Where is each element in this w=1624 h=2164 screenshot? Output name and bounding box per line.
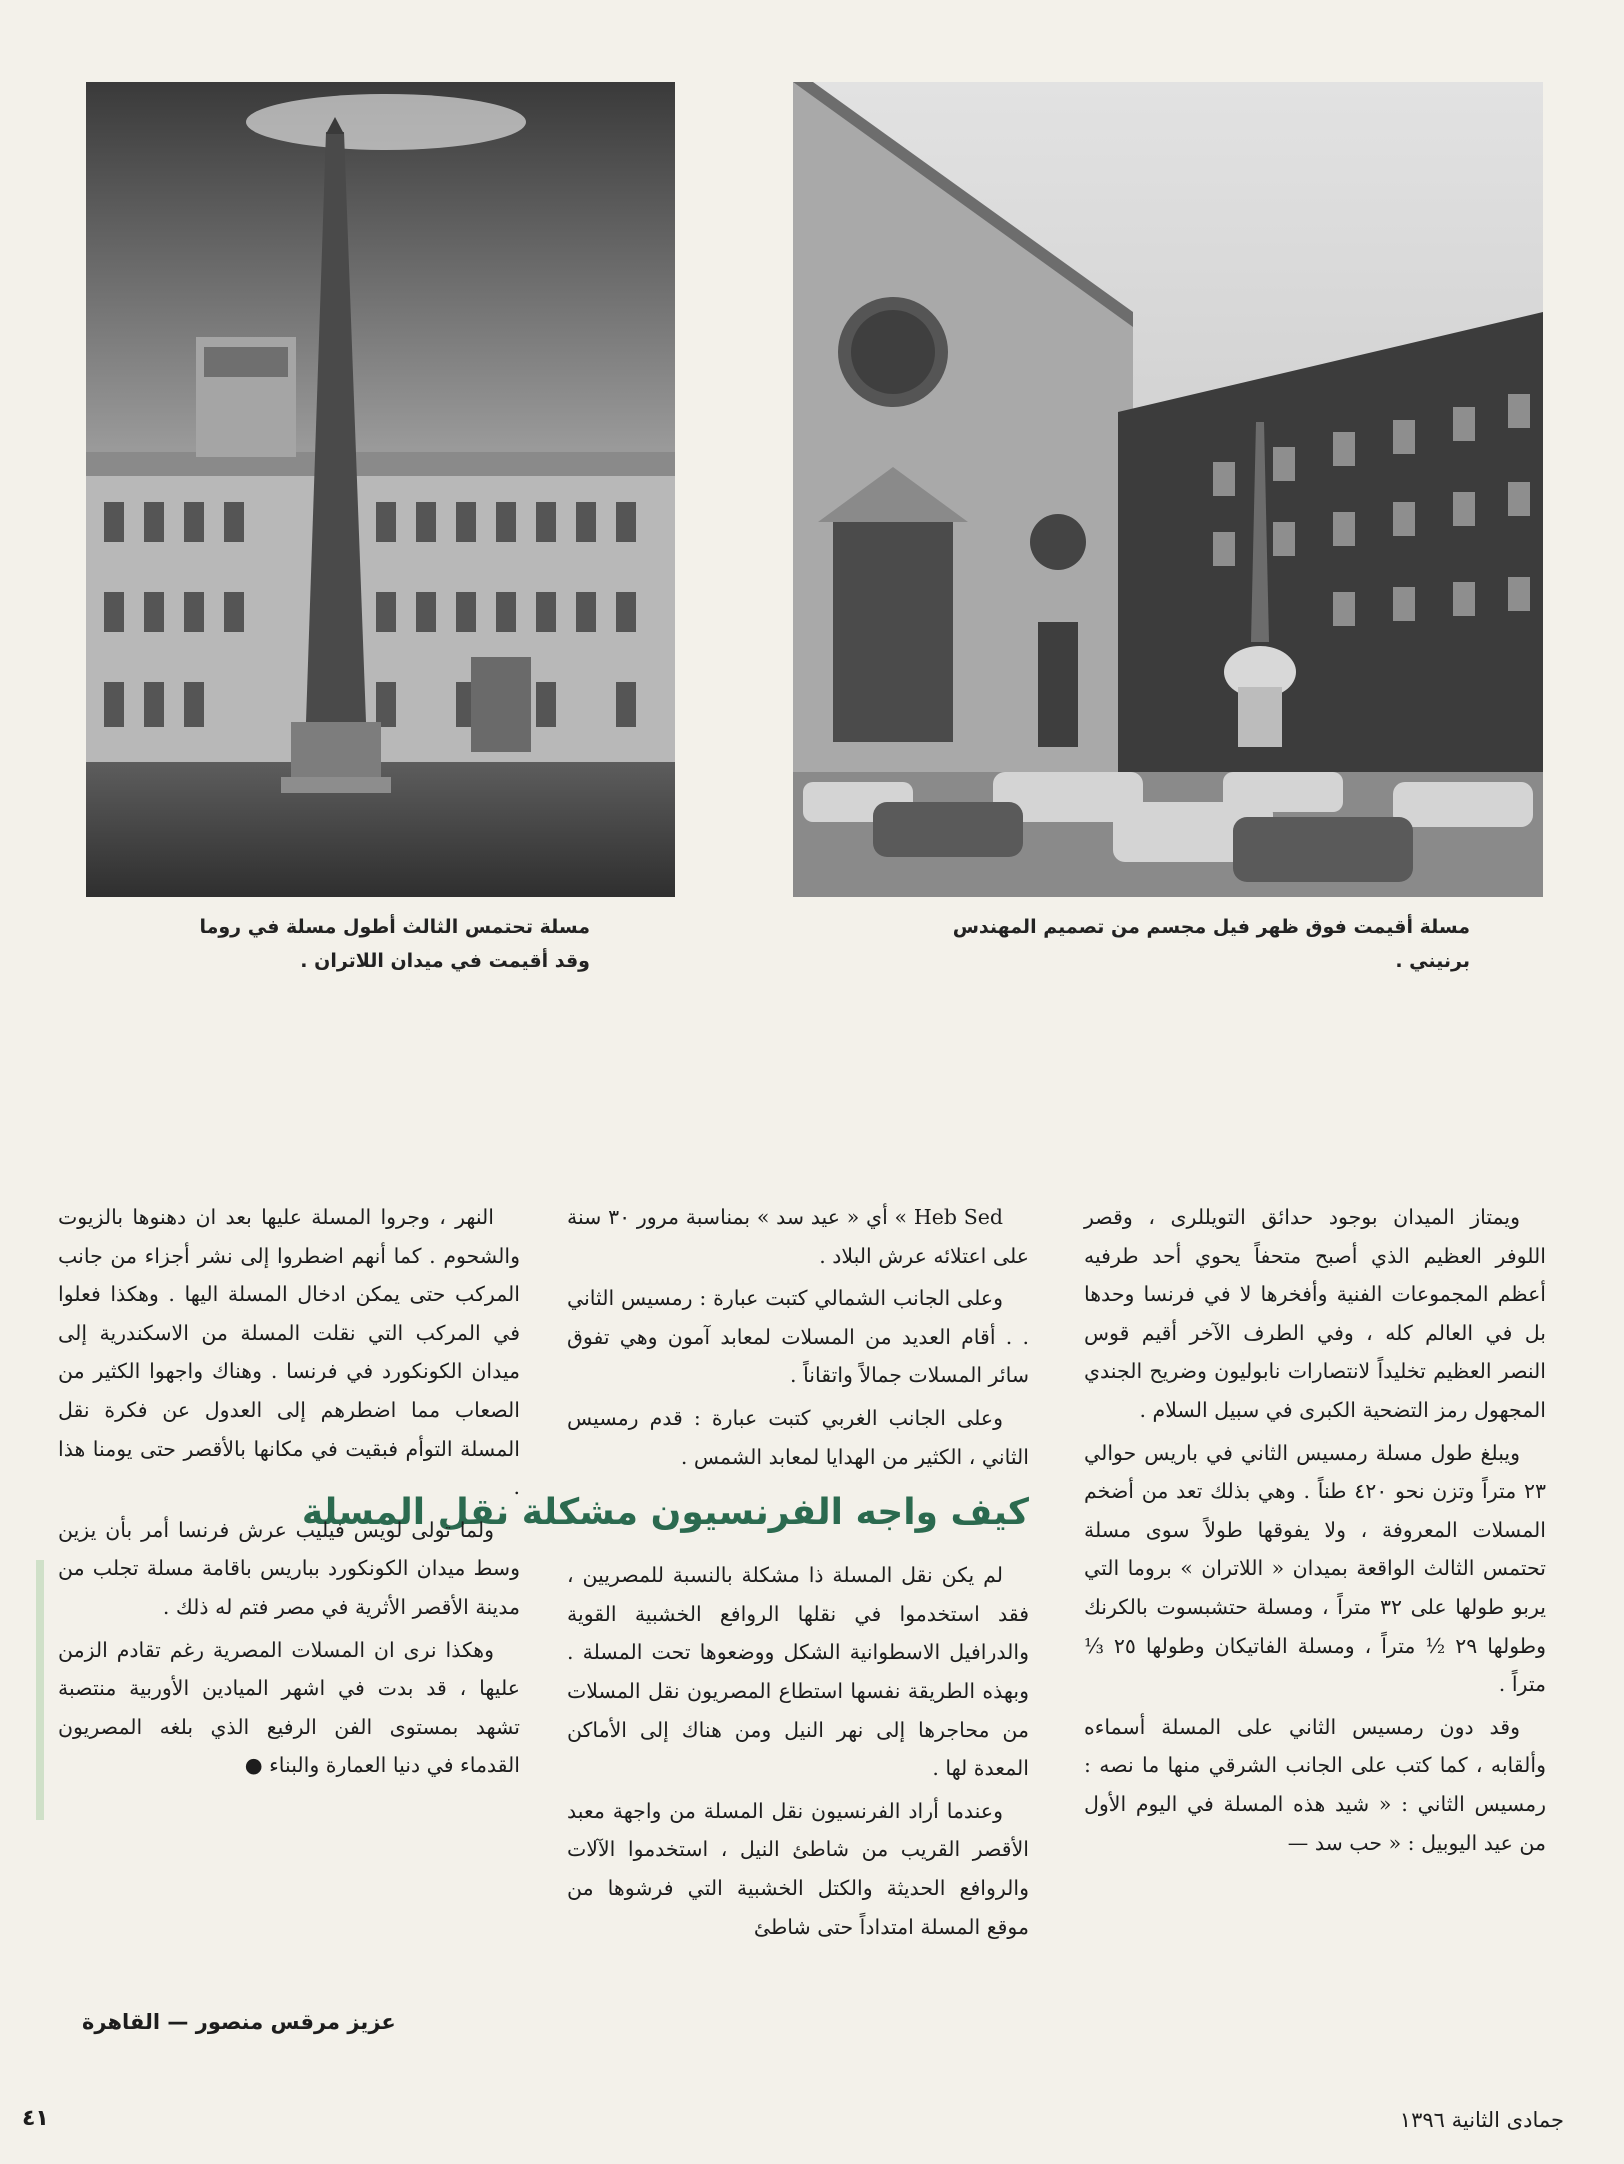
- page-number: ٤١: [22, 2106, 49, 2131]
- paragraph: ويمتاز الميدان بوجود حدائق التويللرى ، وقصر اللوفر العظيم الذي أصبح متحفاً يحوي أحد طرفيه أعظم المجموعات الفنية وأفخرها لا في فرنسا وحدها بل في العالم كله ، وفي الطرف الآخر أقيم قوس النصر العظيم تخليداً لانتصارات نابوليون وضريح الجندي المجهول رمز التضحية الكبرى في سبيل السلام .: [1084, 1205, 1546, 1422]
- margin-mark: [36, 1560, 44, 1820]
- author-byline: عزيز مرقس منصور — القاهرة: [82, 2010, 396, 2034]
- paragraph: وقد دون رمسيس الثاني على المسلة أسماءه وألقابه ، كما كتب على الجانب الشرقي منها ما نصه : رمسيس الثاني : « شيد هذه المسلة في اليوم الأول من عيد اليوبيل : « حب سد —: [1084, 1714, 1546, 1855]
- section-heading: كيف واجه الفرنسيون مشكلة نقل المسلة: [301, 1492, 1029, 1534]
- paragraph: لم يكن نقل المسلة ذا مشكلة بالنسبة للمصريين ، فقد استخدموا في نقلها الروافع الخشبية القوية والدرافيل الاسطوانية الشكل ووضعوها تحت المسلة . وبهذه الطريقة نفسها استطاع المصريون نقل المسلات من محاجرها إلى نهر النيل ومن هناك إلى الأماكن المعدة لها .: [567, 1563, 1029, 1781]
- paragraph: النهر ، وجروا المسلة عليها بعد ان دهنوها بالزيوت والشحوم . كما أنهم اضطروا إلى نشر أجزاء من جانب المركب حتى يمكن ادخال المسلة اليها . وهكذا فعلوا في المركب التي نقلت المسلة من الاسكندرية إلى ميدان الكونكورد في فرنسا . وهناك واجهوا الكثير من الصعاب مما اضطرهم إلى العدول عن فكرة نقل المسلة التوأم فبقيت في مكانها بالأقصر حتى يومنا هذا .: [58, 1205, 520, 1500]
- photo-elephant-obelisk: [793, 82, 1543, 897]
- photo-caption-right: مسلة أقيمت فوق ظهر فيل مجسم من تصميم المهندس برنيني .: [952, 916, 1470, 972]
- paragraph: وعندما أراد الفرنسيون نقل المسلة من واجهة معبد الأقصر القريب من شاطئ النيل ، استخدموا الآلات والروافع الحديثة والكتل الخشبية التي فرشوها من موقع المسلة امتداداً حتى شاطئ: [567, 1798, 1029, 1939]
- paragraph: Heb Sed » أي « عيد سد » بمناسبة مرور ٣٠ سنة على اعتلائه عرش البلاد .: [567, 1205, 1029, 1268]
- paragraph: وهكذا نرى ان المسلات المصرية رغم تقادم الزمن عليها ، قد بدت في اشهر الميادين الأوربية منتصبة تشهد بمستوى الفن الرفيع الذي بلغه المصريون القدماء في دنيا العمارة والبناء ●: [58, 1637, 520, 1778]
- article-column-right: [1084, 1198, 1546, 1862]
- article-column-middle: [301, 1198, 1029, 1946]
- paragraph: وعلى الجانب الغربي كتبت عبارة : قدم رمسيس الثاني ، الكثير من الهدايا لمعابد الشمس .: [567, 1405, 1029, 1469]
- photo-caption-left: مسلة تحتمس الثالث أطول مسلة في روما وقد أقيمت في ميدان اللاتران .: [199, 916, 590, 972]
- paragraph: ولما تولى لويس فيليب عرش فرنسا أمر بأن يزين وسط ميدان الكونكورد بباريس باقامة مسلة تجلب من مدينة الأقصر الأثرية في مصر فتم له ذلك .: [58, 1517, 520, 1619]
- photo-lateran-obelisk: [86, 82, 675, 897]
- footer-date: جمادى الثانية ١٣٩٦: [1399, 2108, 1564, 2132]
- obelisk-illustration-right: [793, 82, 1543, 897]
- paragraph: وعلى الجانب الشمالي كتبت عبارة : رمسيس الثاني . . أقام العديد من المسلات لمعابد آمون وهي تفوق سائر المسلات جمالاً واتقاناً .: [567, 1286, 1029, 1388]
- obelisk-illustration-left: [86, 82, 675, 897]
- paragraph: ويبلغ طول مسلة رمسيس الثاني في باريس حوالي ٢٣ متراً وتزن نحو ٤٢٠ طناً . وهي بذلك تعد من أضخم المسلات المعروفة ، ولا يفوقها طولاً سوى مسلة تحتمس الثالث الواقعة بميدان « اللاتران » بروما التي يربو طولها على ٣٢ متراً ، ومسلة حتشبسوت بالكرنك وطولها ٢٩ ½ متراً ، ومسلة الفاتيكان وطولها ٢٥ ⅓ متراً .: [1084, 1440, 1546, 1697]
- article-column-left: [58, 1198, 520, 1785]
